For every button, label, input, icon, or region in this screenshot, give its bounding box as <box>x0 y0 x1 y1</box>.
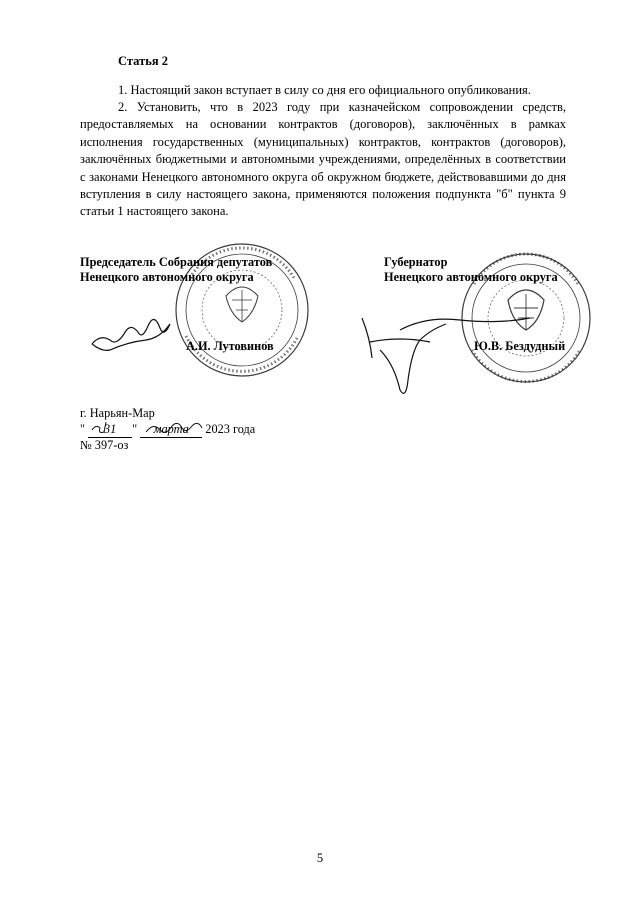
signature-right <box>362 318 530 393</box>
left-title-line1: Председатель Собрания депутатов <box>80 255 273 269</box>
right-signatory-title <box>384 255 558 285</box>
date-month: марта <box>140 422 202 438</box>
date-year: 2023 года <box>205 422 256 436</box>
law-number: № 397-оз <box>80 438 129 452</box>
left-signatory-name: А.И. Лутовинов <box>186 339 274 353</box>
left-title-line2: Ненецкого автономного округа <box>80 270 254 284</box>
right-signatory-name: Ю.В. Бездудный <box>474 339 566 353</box>
page-number: 5 <box>316 851 324 865</box>
signature-left <box>92 319 170 350</box>
date-day: 31 <box>88 422 132 438</box>
date-quote-close: " <box>132 422 138 436</box>
paragraph-1: 1. Настоящий закон вступает в силу со дня его официального опубликования. <box>118 83 531 97</box>
city: г. Нарьян-Мар <box>80 406 155 420</box>
left-signatory-title <box>80 255 272 285</box>
paragraph-2: 2. Установить, что в 2023 году при казначейском сопровождении средств, предоставляемых на основании контрактов (договоров), заключённых в рамках исполнения государственных (муниципальных) контрактов, контрактов (договоров), заключённых бюджетными и автономными учреждениями, определённых в соответствии с законами Ненецкого автономного округа об окружном бюджете, действовавшими до дня вступления в силу настоящего закона, применяются положения подпункта "б" пункта 9 статьи 1 настоящего закона. <box>80 100 566 219</box>
right-title-line2: Ненецкого автономного округа <box>384 270 558 284</box>
right-title-line1: Губернатор <box>384 255 448 269</box>
article-title: Статья 2 <box>118 54 168 68</box>
date-quote-open: " <box>80 422 86 436</box>
signing-date <box>80 422 255 438</box>
